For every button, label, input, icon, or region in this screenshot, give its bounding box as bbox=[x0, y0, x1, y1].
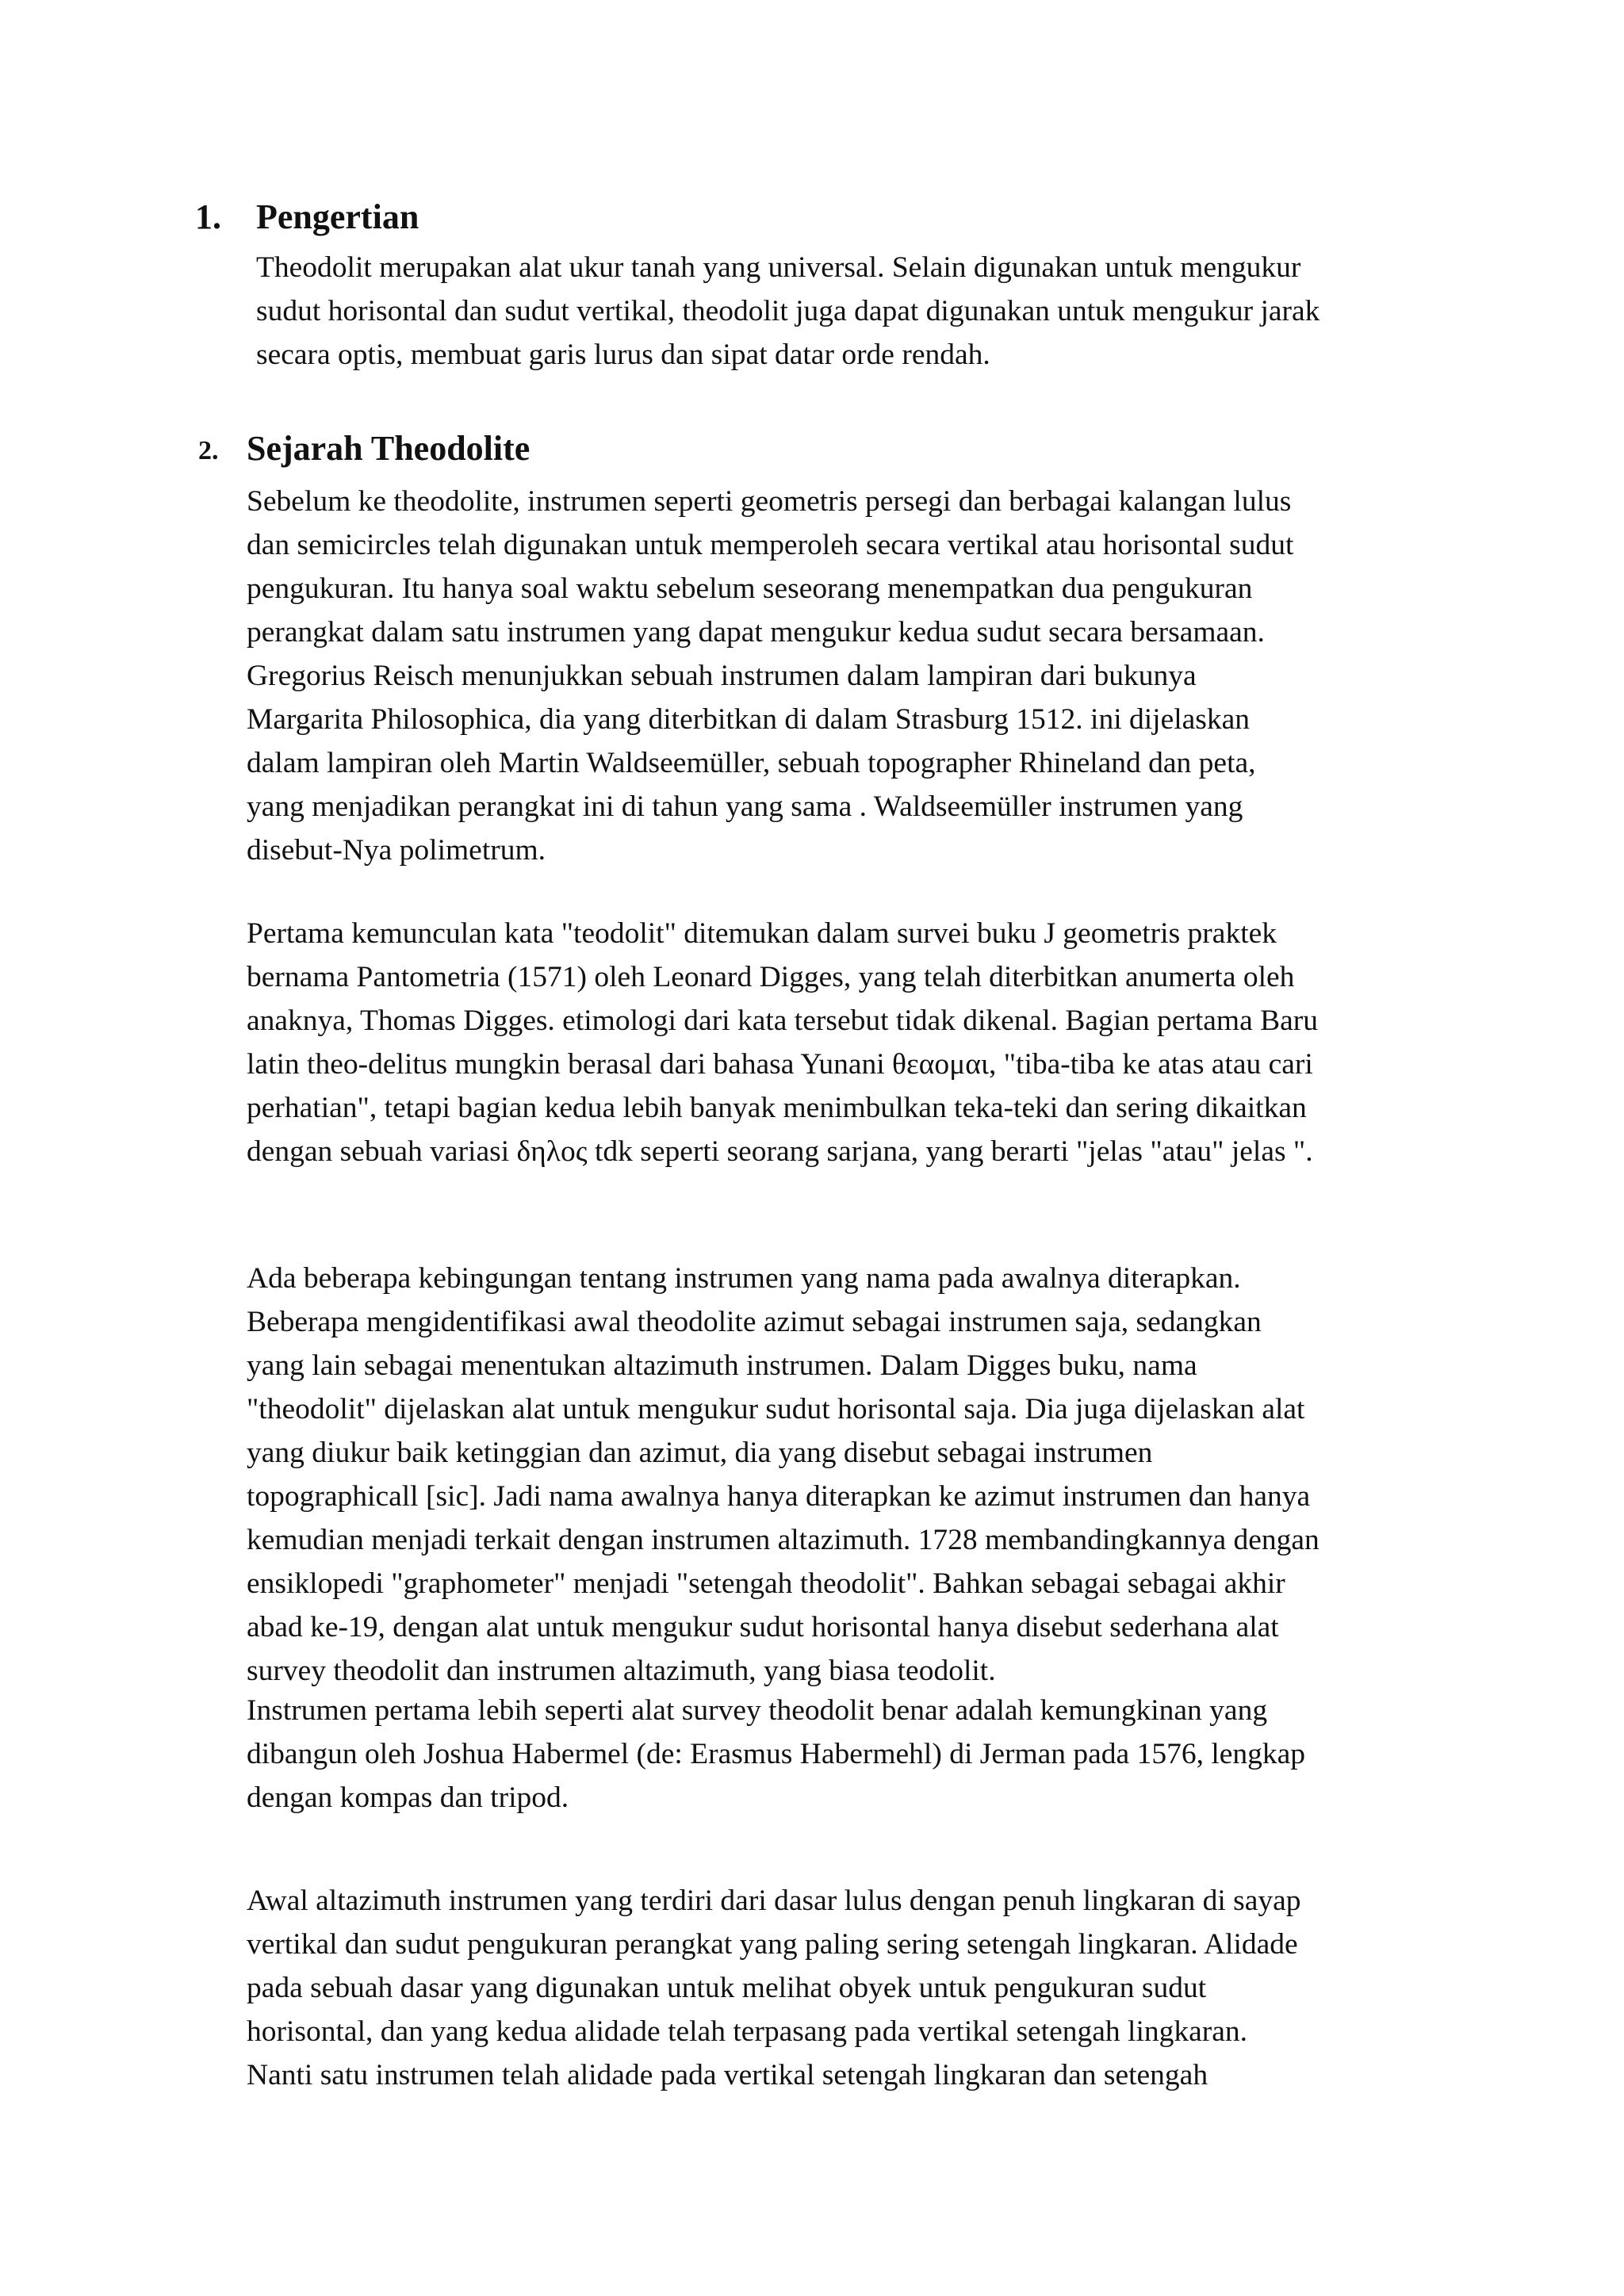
text-line: dalam lampiran oleh Martin Waldseemüller, sebuah topographer Rhineland dan peta, bbox=[247, 747, 1256, 779]
text-line: dan semicircles telah digunakan untuk memperoleh secara vertikal atau horisontal sudut bbox=[247, 529, 1294, 561]
text-line: disebut-Nya polimetrum. bbox=[247, 834, 546, 867]
section-number: 2. bbox=[198, 436, 219, 465]
paragraph bbox=[247, 912, 1318, 1173]
text-line: kemudian menjadi terkait dengan instrumen altazimuth. 1728 membandingkannya dengan bbox=[247, 1524, 1320, 1556]
text-line: Awal altazimuth instrumen yang terdiri dari dasar lulus dengan penuh lingkaran di sayap bbox=[247, 1885, 1301, 1917]
text-line: dengan sebuah variasi δηλος tdk seperti seorang sarjana, yang berarti "jelas "atau" jelas ". bbox=[247, 1135, 1313, 1168]
text-line: Beberapa mengidentifikasi awal theodolite azimut sebagai instrumen saja, sedangkan bbox=[247, 1306, 1262, 1338]
section-heading: Sejarah Theodolite bbox=[247, 429, 530, 468]
section-heading: Pengertian bbox=[256, 197, 419, 236]
paragraph bbox=[247, 1689, 1305, 1820]
text-line: yang lain sebagai menentukan altazimuth instrumen. Dalam Digges buku, nama bbox=[247, 1349, 1197, 1382]
text-line: yang menjadikan perangkat ini di tahun yang sama . Waldseemüller instrumen yang bbox=[247, 790, 1243, 823]
text-line: ensiklopedi "graphometer" menjadi "setengah theodolit". Bahkan sebagai sebagai akhir bbox=[247, 1567, 1285, 1600]
text-line: survey theodolit dan instrumen altazimuth, yang biasa teodolit. bbox=[247, 1655, 996, 1687]
text-line: Margarita Philosophica, dia yang diterbitkan di dalam Strasburg 1512. ini dijelaskan bbox=[247, 703, 1251, 736]
text-line: Gregorius Reisch menunjukkan sebuah instrumen dalam lampiran dari bukunya bbox=[247, 660, 1197, 692]
text-line: Sebelum ke theodolite, instrumen seperti geometris persegi dan berbagai kalangan lulus bbox=[247, 485, 1292, 518]
text-line: Theodolit merupakan alat ukur tanah yang universal. Selain digunakan untuk mengukur bbox=[256, 251, 1301, 284]
text-line: topographicall [sic]. Jadi nama awalnya hanya diterapkan ke azimut instrumen dan hanya bbox=[247, 1480, 1311, 1513]
section-number: 1. bbox=[195, 197, 221, 236]
text-line: horisontal, dan yang kedua alidade telah terpasang pada vertikal setengah lingkaran. bbox=[247, 2015, 1248, 2048]
paragraph bbox=[256, 246, 1320, 377]
text-line: latin theo-delitus mungkin berasal dari bahasa Yunani θεαομαι, "tiba-tiba ke atas atau cari bbox=[247, 1048, 1313, 1081]
text-line: "theodolit" dijelaskan alat untuk mengukur sudut horisontal saja. Dia juga dijelaskan alat bbox=[247, 1393, 1305, 1425]
text-line: yang diukur baik ketinggian dan azimut, dia yang disebut sebagai instrumen bbox=[247, 1437, 1153, 1469]
text-line: secara optis, membuat garis lurus dan sipat datar orde rendah. bbox=[256, 339, 990, 371]
text-line: bernama Pantometria (1571) oleh Leonard Digges, yang telah diterbitkan anumerta oleh bbox=[247, 961, 1295, 993]
text-line: dengan kompas dan tripod. bbox=[247, 1781, 569, 1814]
text-line: anaknya, Thomas Digges. etimologi dari kata tersebut tidak dikenal. Bagian pertama Baru bbox=[247, 1004, 1318, 1037]
text-line: Ada beberapa kebingungan tentang instrumen yang nama pada awalnya diterapkan. bbox=[247, 1262, 1241, 1295]
text-line: vertikal dan sudut pengukuran perangkat yang paling sering setengah lingkaran. Alidade bbox=[247, 1928, 1298, 1961]
text-line: perangkat dalam satu instrumen yang dapat mengukur kedua sudut secara bersamaan. bbox=[247, 616, 1265, 649]
paragraph bbox=[247, 1879, 1301, 2097]
paragraph bbox=[247, 480, 1293, 872]
text-line: pengukuran. Itu hanya soal waktu sebelum seseorang menempatkan dua pengukuran bbox=[247, 572, 1253, 605]
text-line: Instrumen pertama lebih seperti alat survey theodolit benar adalah kemungkinan yang bbox=[247, 1694, 1268, 1727]
paragraph bbox=[247, 1257, 1320, 1693]
text-line: pada sebuah dasar yang digunakan untuk melihat obyek untuk pengukuran sudut bbox=[247, 1972, 1207, 2004]
text-line: Nanti satu instrumen telah alidade pada vertikal setengah lingkaran dan setengah bbox=[247, 2059, 1208, 2091]
text-line: dibangun oleh Joshua Habermel (de: Erasmus Habermehl) di Jerman pada 1576, lengkap bbox=[247, 1738, 1306, 1770]
text-line: perhatian", tetapi bagian kedua lebih banyak menimbulkan teka-teki dan sering dikaitkan bbox=[247, 1092, 1307, 1124]
text-line: Pertama kemunculan kata "teodolit" ditemukan dalam survei buku J geometris praktek bbox=[247, 917, 1277, 950]
text-line: sudut horisontal dan sudut vertikal, theodolit juga dapat digunakan untuk mengukur jarak bbox=[256, 295, 1320, 327]
text-line: abad ke-19, dengan alat untuk mengukur sudut horisontal hanya disebut sederhana alat bbox=[247, 1611, 1279, 1644]
